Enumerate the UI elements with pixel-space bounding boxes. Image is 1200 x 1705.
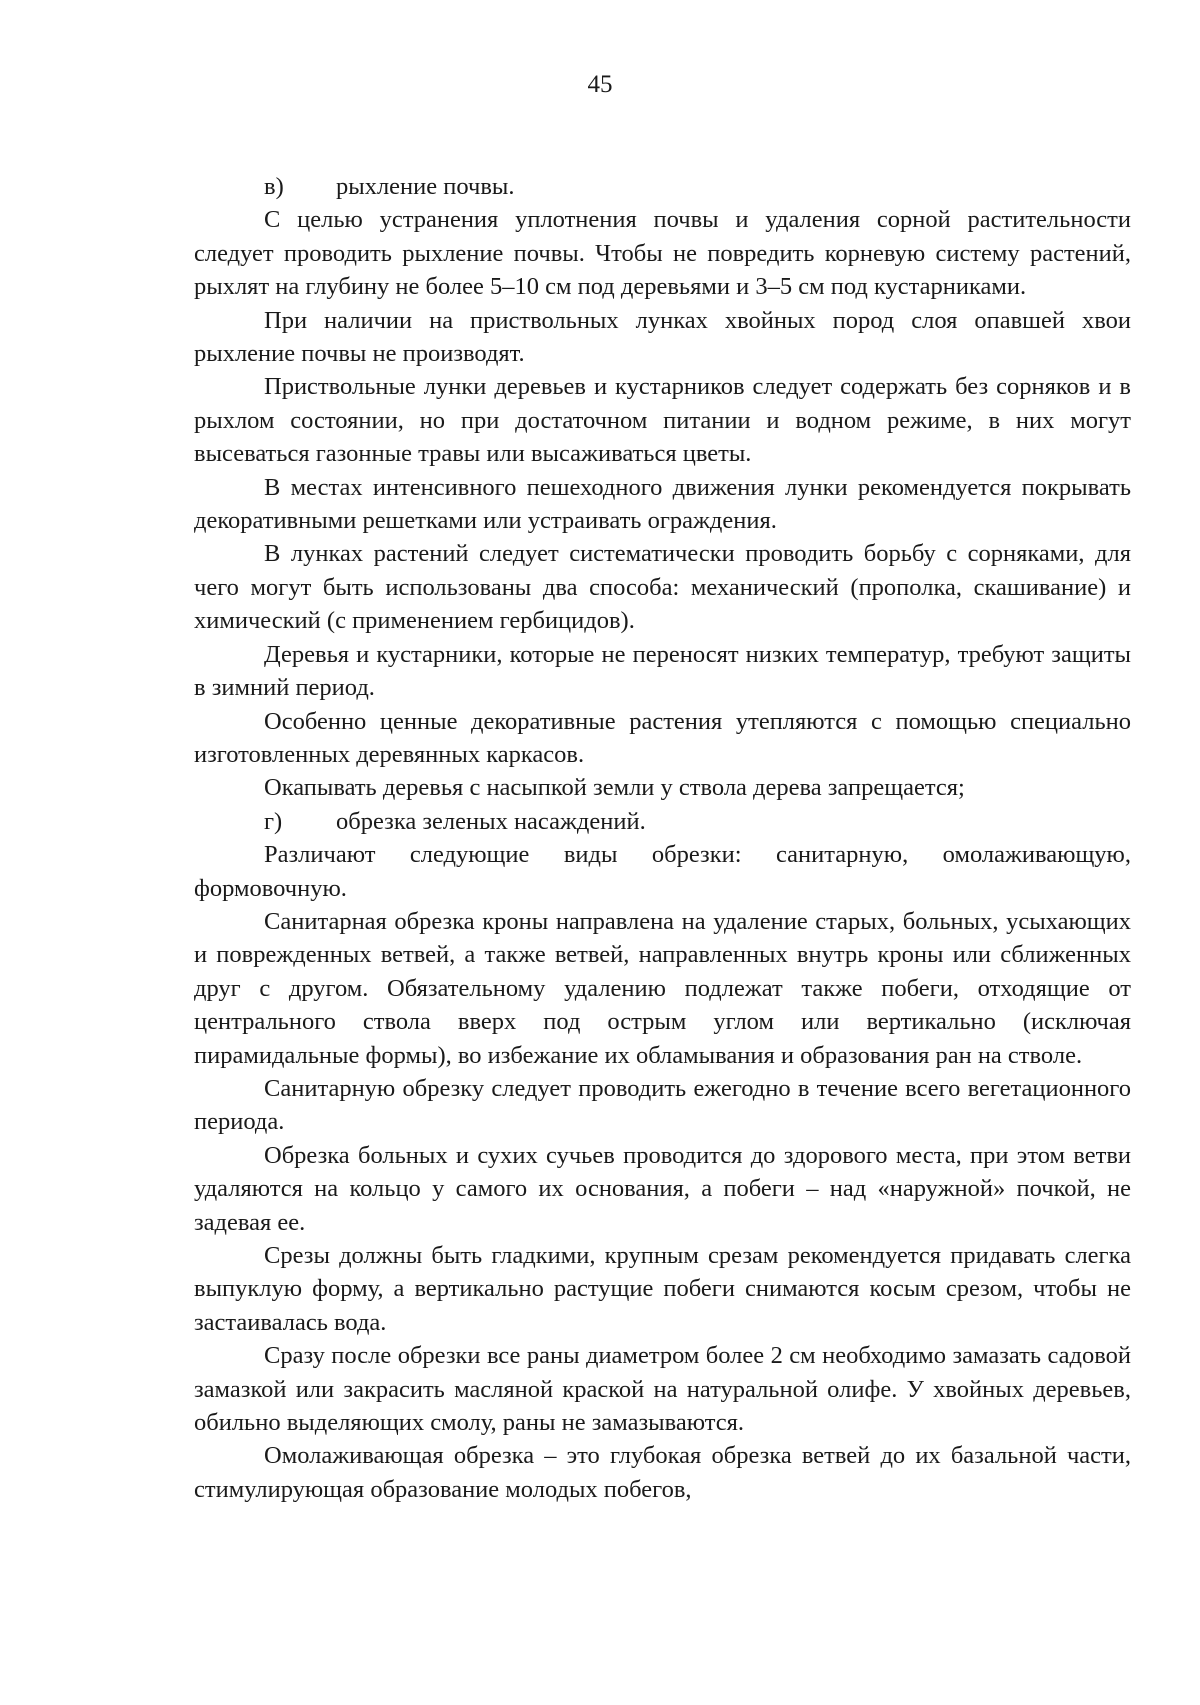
list-item-g [194, 805, 1131, 838]
list-item-text: обрезка зеленых насаждений. [336, 807, 646, 835]
paragraph: Окапывать деревья с насыпкой земли у ствола дерева запрещается; [264, 774, 965, 802]
paragraph: Санитарная обрезка кроны направлена на удаление старых, больных, усыхающих и поврежденных ветвей, а также ветвей, направленных внутрь кроны или сближенных друг с другом. Обязательному удалению подлежат также побеги, отходящие от центрального ствола вверх под острым углом или вертикально (исключая пирамидальные формы), во избежание их обламывания и образования ран на стволе. [194, 907, 1131, 1069]
paragraph: Срезы должны быть гладкими, крупным срезам рекомендуется придавать слегка выпуклую форму, а вертикально растущие побеги снимаются косым срезом, чтобы не застаивалась вода. [194, 1242, 1131, 1336]
paragraph: Санитарную обрезку следует проводить ежегодно в течение всего вегетационного периода. [194, 1074, 1131, 1136]
paragraph: При наличии на приствольных лунках хвойных пород слоя опавшей хвои рыхление почвы не производят. [194, 306, 1131, 368]
paragraph: Приствольные лунки деревьев и кустарников следует содержать без сорняков и в рыхлом состоянии, но при достаточном питании и водном режиме, в них могут высеваться газонные травы или высаживаться цветы. [194, 373, 1131, 468]
page-number: 45 [587, 71, 613, 98]
list-marker: г) [264, 807, 283, 835]
list-item-v [194, 170, 1131, 203]
paragraph: Обрезка больных и сухих сучьев проводится до здорового места, при этом ветви удаляются на кольцо у самого их основания, а побеги – над «наружной» почкой, не задевая ее. [194, 1141, 1131, 1236]
paragraph: Различают следующие виды обрезки: санитарную, омолаживающую, формовочную. [194, 841, 1131, 902]
paragraph: В местах интенсивного пешеходного движения лунки рекомендуется покрывать декоративными решетками или устраивать ограждения. [194, 473, 1131, 535]
list-marker: в) [264, 173, 284, 200]
paragraph: В лунках растений следует систематически проводить борьбу с сорняками, для чего могут быть использованы два способа: механический (прополка, скашивание) и химический (с применением гербицидов). [194, 540, 1131, 635]
paragraph: Особенно ценные декоративные растения утепляются с помощью специально изготовленных деревянных каркасов. [194, 707, 1131, 768]
paragraph: Деревья и кустарники, которые не переносят низких температур, требуют защиты в зимний период. [194, 640, 1131, 702]
paragraph: С целью устранения уплотнения почвы и удаления сорной растительности следует проводить рыхление почвы. Чтобы не повредить корневую систему растений, рыхлят на глубину не более 5–10 см под деревьями и 3–5 см под кустарниками. [194, 206, 1131, 301]
paragraph: Омолаживающая обрезка – это глубокая обрезка ветвей до их базальной части, стимулирующая образование молодых побегов, [194, 1442, 1131, 1503]
list-item-text: рыхление почвы. [336, 173, 515, 200]
paragraph: Сразу после обрезки все раны диаметром более 2 см необходимо замазать садовой замазкой или закрасить масляной краской на натуральной олифе. У хвойных деревьев, обильно выделяющих смолу, раны не замазываются. [194, 1342, 1131, 1437]
document-body [194, 170, 1131, 1506]
